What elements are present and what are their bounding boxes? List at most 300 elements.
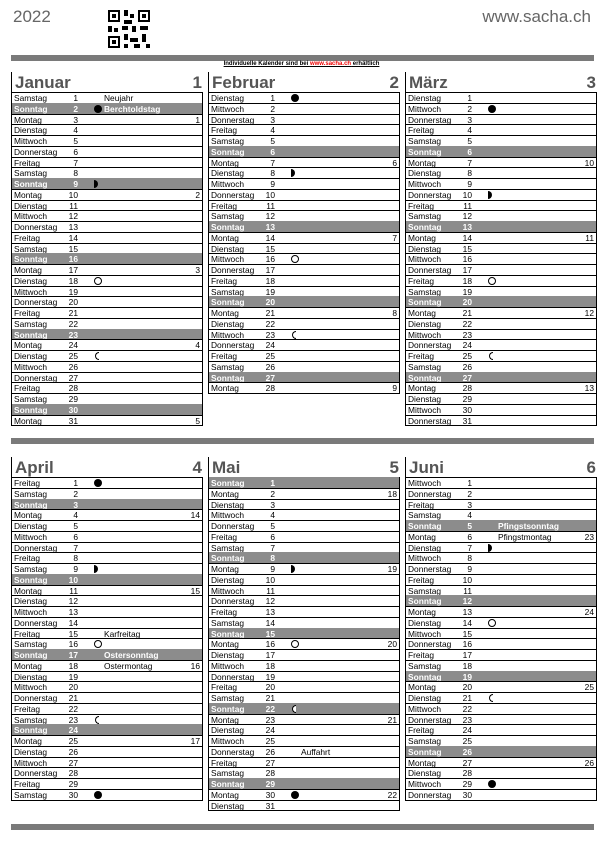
weekday: Donnerstag (408, 639, 452, 650)
week-number: 3 (195, 265, 200, 275)
day-number: 10 (462, 189, 472, 200)
day-row (406, 724, 596, 735)
weekday: Freitag (408, 125, 435, 136)
weekday: Montag (14, 660, 42, 671)
day-number: 6 (73, 531, 78, 542)
day-number: 1 (73, 478, 78, 488)
weekday: Freitag (211, 757, 238, 768)
day-row (12, 114, 202, 125)
day-number: 14 (462, 617, 472, 628)
day-number: 5 (270, 136, 275, 146)
day-row (406, 103, 596, 114)
day-row (406, 243, 596, 254)
day-row (12, 595, 202, 606)
week-number: 25 (584, 682, 594, 693)
week-number: 1 (195, 114, 200, 125)
day-number: 11 (463, 585, 472, 596)
day-number: 29 (462, 394, 472, 404)
holiday-label: Pfingstsonntag (498, 521, 559, 531)
weekday: Montag (408, 682, 436, 693)
weekday: Mittwoch (408, 628, 442, 639)
day-row (209, 146, 399, 157)
note-link[interactable]: www.sacha.ch (309, 61, 352, 67)
day-row (406, 649, 596, 660)
day-row (406, 339, 596, 350)
weekday: Sonntag (408, 222, 442, 232)
day-number: 31 (462, 415, 472, 426)
day-row (406, 509, 596, 520)
day-number: 3 (73, 499, 78, 510)
day-row (12, 103, 202, 114)
weekday: Dienstag (408, 693, 442, 703)
weekday: Sonntag (211, 478, 245, 488)
full-moon-icon (92, 478, 102, 488)
day-number: 15 (265, 628, 275, 639)
weekday: Dienstag (408, 394, 442, 404)
day-number: 7 (73, 157, 78, 168)
day-number: 2 (270, 103, 275, 114)
weekday: Mittwoch (408, 179, 442, 189)
year-label: 2022 (13, 7, 51, 26)
weekday: Freitag (211, 275, 238, 286)
day-number: 18 (68, 275, 78, 286)
day-number: 1 (270, 93, 275, 103)
day-row (406, 92, 596, 103)
day-row (12, 767, 202, 778)
day-number: 2 (73, 488, 78, 499)
day-number: 12 (265, 211, 275, 222)
full-moon-icon (92, 104, 102, 114)
month-number: 3 (586, 73, 596, 92)
day-number: 11 (69, 200, 78, 211)
day-row (12, 200, 202, 211)
site-url[interactable]: www.sacha.ch (482, 7, 591, 26)
weekday: Montag (408, 232, 436, 243)
day-number: 15 (265, 243, 275, 254)
day-row (209, 671, 399, 682)
day-number: 16 (462, 254, 472, 265)
day-row (209, 703, 399, 714)
new-moon-icon (486, 618, 496, 628)
weekday: Dienstag (408, 243, 442, 254)
day-number: 15 (462, 628, 472, 639)
week-number: 21 (387, 714, 397, 725)
weekday: Freitag (408, 499, 435, 510)
day-row (12, 167, 202, 178)
first-quarter-moon-icon (289, 564, 299, 574)
day-row (12, 552, 202, 563)
weekday: Donnerstag (408, 488, 452, 499)
day-number: 27 (68, 757, 78, 768)
weekday: Donnerstag (14, 542, 58, 553)
weekday: Sonntag (408, 297, 442, 308)
weekday: Samstag (408, 361, 442, 372)
day-list (405, 477, 597, 801)
day-number: 25 (462, 351, 472, 361)
day-row (209, 210, 399, 221)
weekday: Montag (14, 736, 42, 746)
day-number: 9 (467, 564, 472, 574)
week-number: 15 (190, 585, 200, 596)
day-row (209, 350, 399, 361)
weekday: Samstag (211, 693, 245, 703)
day-row (406, 415, 596, 426)
weekday: Freitag (14, 703, 41, 714)
weekday: Donnerstag (14, 222, 58, 232)
first-quarter-moon-icon (92, 564, 102, 574)
weekday: Montag (14, 510, 42, 521)
day-number: 24 (68, 340, 78, 351)
weekday: Mittwoch (408, 779, 442, 789)
weekday: Donnerstag (211, 746, 255, 757)
day-row (12, 531, 202, 542)
weekday: Dienstag (408, 168, 442, 179)
week-number: 18 (387, 488, 397, 499)
day-number: 20 (68, 297, 78, 308)
day-row (406, 286, 596, 297)
month-5 (208, 457, 400, 811)
weekday: Mittwoch (408, 404, 442, 415)
weekday: Montag (211, 714, 239, 725)
weekday: Dienstag (211, 93, 245, 103)
weekday: Freitag (408, 650, 435, 660)
day-row (209, 800, 399, 811)
day-number: 6 (270, 531, 275, 542)
day-number: 9 (73, 179, 78, 189)
day-row (406, 660, 596, 671)
weekday: Samstag (211, 617, 245, 628)
weekday: Sonntag (14, 574, 48, 585)
week-number: 6 (392, 157, 397, 168)
weekday: Mittwoch (14, 361, 48, 372)
weekday: Samstag (211, 768, 245, 779)
day-number: 22 (462, 318, 472, 329)
day-number: 16 (68, 254, 78, 265)
weekday: Montag (211, 308, 239, 318)
weekday: Sonntag (211, 703, 245, 714)
day-row (12, 178, 202, 189)
weekday: Samstag (14, 394, 48, 404)
day-row (209, 92, 399, 103)
day-number: 1 (73, 93, 78, 103)
holiday-label: Ostermontag (104, 660, 153, 671)
day-number: 20 (265, 682, 275, 693)
calendar-note: Individuelle Kalender sind bei www.sacha.ch erhältlich (223, 61, 380, 67)
weekday: Dienstag (14, 596, 48, 607)
full-moon-icon (486, 104, 496, 114)
weekday: Donnerstag (211, 340, 255, 351)
weekday: Samstag (211, 361, 245, 372)
day-number: 27 (462, 372, 472, 383)
day-number: 29 (265, 779, 275, 789)
day-number: 4 (270, 510, 275, 521)
last-quarter-moon-icon (92, 351, 102, 361)
day-row (406, 296, 596, 307)
month-number: 5 (389, 458, 399, 477)
weekday: Dienstag (14, 275, 48, 286)
day-number: 6 (270, 146, 275, 157)
day-number: 9 (270, 179, 275, 189)
weekday: Freitag (408, 275, 435, 286)
day-row (209, 767, 399, 778)
day-row (406, 757, 596, 768)
day-number: 23 (265, 329, 275, 340)
day-row (12, 746, 202, 757)
weekday: Donnerstag (14, 146, 58, 157)
day-row (209, 638, 399, 649)
day-row (12, 714, 202, 725)
day-row (406, 264, 596, 275)
weekday: Donnerstag (14, 693, 58, 703)
day-number: 28 (68, 383, 78, 394)
day-number: 14 (462, 232, 472, 243)
week-number: 16 (190, 660, 200, 671)
day-row (406, 232, 596, 243)
weekday: Mittwoch (14, 607, 48, 617)
day-number: 19 (265, 286, 275, 297)
day-number: 4 (467, 510, 472, 521)
day-row (12, 542, 202, 553)
day-row (406, 767, 596, 778)
day-number: 22 (68, 703, 78, 714)
weekday: Montag (211, 488, 239, 499)
day-row (209, 574, 399, 585)
day-row (406, 542, 596, 553)
day-number: 30 (68, 789, 78, 800)
weekday: Samstag (14, 714, 48, 725)
day-row (12, 253, 202, 264)
day-row (12, 393, 202, 404)
weekday: Sonntag (211, 372, 245, 383)
week-number: 4 (195, 340, 200, 351)
day-row (12, 585, 202, 596)
day-row (12, 275, 202, 286)
day-number: 6 (73, 146, 78, 157)
week-number: 12 (584, 308, 594, 318)
day-row (209, 757, 399, 768)
day-number: 29 (68, 394, 78, 404)
day-number: 7 (270, 542, 275, 553)
weekday: Samstag (408, 660, 442, 671)
day-number: 17 (462, 265, 472, 275)
weekday: Samstag (14, 639, 48, 650)
weekday: Samstag (211, 211, 245, 222)
day-number: 21 (68, 693, 78, 703)
day-number: 16 (265, 639, 275, 650)
weekday: Mittwoch (211, 510, 245, 521)
new-moon-icon (92, 639, 102, 649)
week-number: 8 (392, 308, 397, 318)
day-row (12, 189, 202, 200)
day-number: 17 (68, 650, 78, 660)
day-row (209, 789, 399, 800)
day-number: 27 (462, 757, 472, 768)
day-row (12, 350, 202, 361)
weekday: Donnerstag (408, 340, 452, 351)
weekday: Dienstag (211, 800, 245, 811)
day-number: 14 (68, 232, 78, 243)
day-number: 14 (265, 232, 275, 243)
day-list (208, 92, 400, 394)
day-row (406, 275, 596, 286)
day-row (12, 563, 202, 574)
weekday: Donnerstag (408, 265, 452, 275)
weekday: Montag (408, 757, 436, 768)
day-row (209, 606, 399, 617)
day-number: 3 (270, 114, 275, 125)
day-number: 17 (265, 265, 275, 275)
day-row (12, 617, 202, 628)
weekday: Mittwoch (408, 703, 442, 714)
day-number: 26 (68, 361, 78, 372)
day-number: 8 (270, 553, 275, 564)
day-row (12, 232, 202, 243)
day-row (209, 509, 399, 520)
day-row (209, 714, 399, 725)
weekday: Sonntag (14, 254, 48, 265)
weekday: Mittwoch (211, 179, 245, 189)
day-number: 2 (467, 488, 472, 499)
day-number: 30 (265, 789, 275, 800)
day-number: 21 (462, 693, 472, 703)
day-number: 22 (265, 318, 275, 329)
weekday: Dienstag (211, 168, 245, 179)
day-row (12, 210, 202, 221)
weekday: Donnerstag (408, 415, 452, 426)
weekday: Donnerstag (408, 189, 452, 200)
day-row (209, 200, 399, 211)
day-row (209, 124, 399, 135)
day-number: 10 (265, 189, 275, 200)
week-number: 10 (584, 157, 594, 168)
day-row (12, 92, 202, 103)
day-number: 19 (68, 286, 78, 297)
weekday: Mittwoch (14, 286, 48, 297)
weekday: Montag (14, 415, 42, 426)
day-number: 25 (68, 351, 78, 361)
day-number: 25 (68, 736, 78, 746)
day-number: 21 (68, 308, 78, 318)
day-row (406, 552, 596, 563)
day-row (209, 189, 399, 200)
day-number: 5 (73, 136, 78, 146)
day-number: 2 (467, 103, 472, 114)
day-row (12, 671, 202, 682)
month-6 (405, 457, 597, 801)
weekday: Montag (14, 189, 42, 200)
day-number: 12 (462, 211, 472, 222)
day-number: 26 (68, 746, 78, 757)
weekday: Freitag (211, 531, 238, 542)
weekday: Donnerstag (211, 521, 255, 531)
weekday: Donnerstag (408, 714, 452, 725)
weekday: Mittwoch (14, 211, 48, 222)
month-header (405, 457, 597, 477)
day-number: 5 (467, 521, 472, 531)
day-row (406, 746, 596, 757)
weekday: Mittwoch (408, 478, 442, 488)
weekday: Dienstag (14, 200, 48, 211)
day-row (209, 552, 399, 563)
day-number: 29 (462, 779, 472, 789)
full-moon-icon (289, 93, 299, 103)
weekday: Samstag (14, 564, 48, 574)
month-number: 1 (192, 73, 202, 92)
month-header (405, 72, 597, 92)
first-quarter-moon-icon (486, 543, 496, 553)
last-quarter-moon-icon (486, 351, 496, 361)
day-number: 10 (68, 189, 78, 200)
week-number: 17 (190, 736, 200, 746)
day-row (406, 146, 596, 157)
weekday: Sonntag (211, 628, 245, 639)
weekday: Donnerstag (211, 114, 255, 125)
new-moon-icon (92, 276, 102, 286)
day-row (12, 735, 202, 746)
weekday: Donnerstag (14, 372, 58, 383)
month-1 (11, 72, 203, 426)
weekday: Montag (211, 789, 239, 800)
day-row (406, 393, 596, 404)
day-number: 5 (467, 136, 472, 146)
day-number: 23 (462, 329, 472, 340)
day-row (209, 681, 399, 692)
day-number: 12 (462, 596, 472, 607)
day-number: 9 (467, 179, 472, 189)
day-number: 8 (467, 553, 472, 564)
day-number: 27 (265, 372, 275, 383)
day-row (406, 638, 596, 649)
day-row (209, 382, 399, 393)
week-number: 20 (387, 639, 397, 650)
week-number: 5 (195, 415, 200, 426)
day-number: 18 (462, 660, 472, 671)
last-quarter-moon-icon (289, 704, 299, 714)
first-quarter-moon-icon (486, 190, 496, 200)
weekday: Freitag (14, 628, 41, 639)
day-row (406, 628, 596, 639)
day-row (209, 735, 399, 746)
day-row (209, 178, 399, 189)
day-number: 1 (270, 478, 275, 488)
month-header (208, 72, 400, 92)
day-number: 11 (69, 585, 78, 596)
day-row (12, 660, 202, 671)
day-row (209, 563, 399, 574)
day-row (209, 361, 399, 372)
day-row (406, 361, 596, 372)
day-number: 7 (467, 157, 472, 168)
day-row (406, 307, 596, 318)
weekday: Sonntag (408, 521, 442, 531)
day-number: 24 (68, 725, 78, 736)
holiday-label: Ostersonntag (104, 650, 159, 660)
weekday: Mittwoch (14, 136, 48, 146)
weekday: Sonntag (408, 146, 442, 157)
weekday: Mittwoch (408, 553, 442, 564)
weekday: Sonntag (211, 779, 245, 789)
day-number: 22 (265, 703, 275, 714)
day-row (406, 253, 596, 264)
day-row (406, 606, 596, 617)
day-number: 16 (462, 639, 472, 650)
holiday-label: Karfreitag (104, 628, 141, 639)
month-2 (208, 72, 400, 394)
day-row (209, 135, 399, 146)
day-row (406, 714, 596, 725)
weekday: Freitag (408, 574, 435, 585)
month-number: 2 (389, 73, 399, 92)
